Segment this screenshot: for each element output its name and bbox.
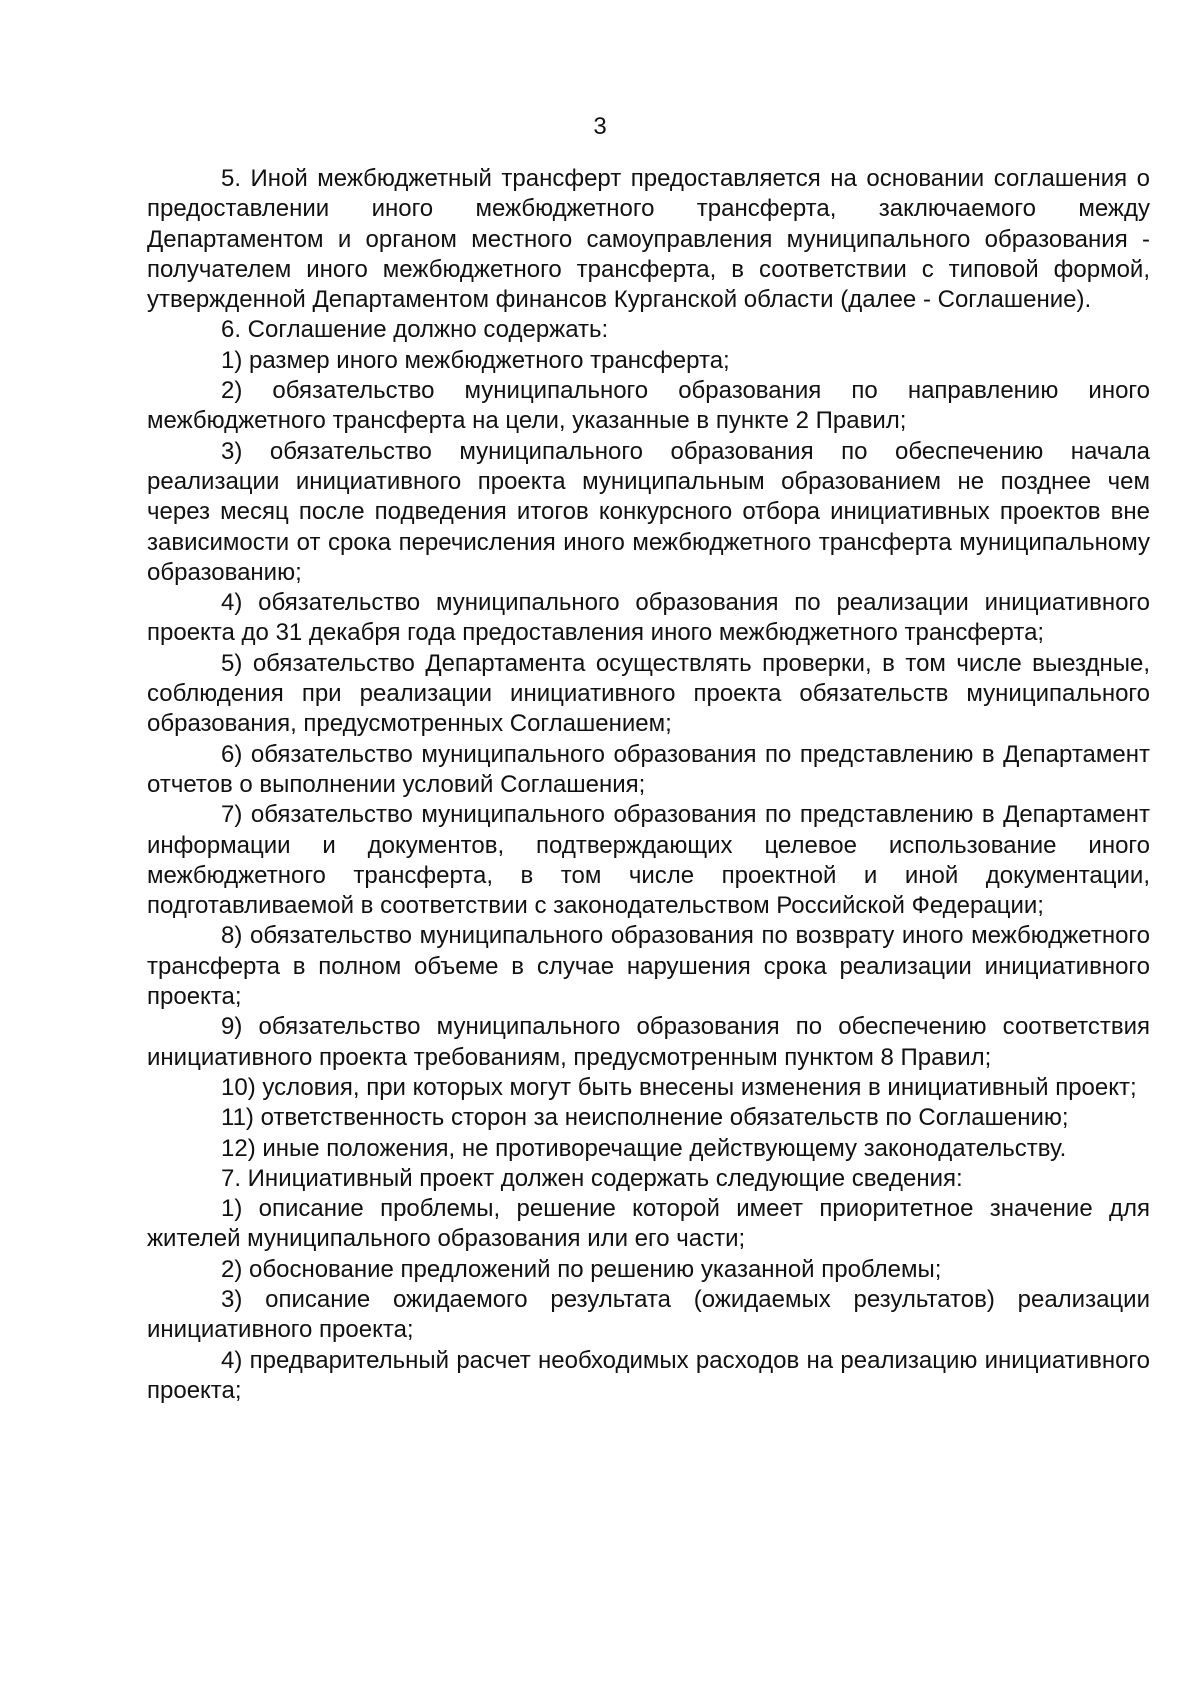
document-body (147, 164, 1150, 1406)
list-item-7-4: 4) предварительный расчет необходимых расходов на реализацию инициативного проекта; (147, 1346, 1150, 1404)
list-item-6-6: 6) обязательство муниципального образования по представлению в Департамент отчетов о выполнении условий Соглашения; (147, 740, 1150, 798)
list-item-6-8: 8) обязательство муниципального образования по возврату иного межбюджетного трансферта в полном объеме в случае нарушения срока реализации инициативного проекта; (147, 922, 1150, 1011)
list-item-7-3: 3) описание ожидаемого результата (ожидаемых результатов) реализации инициативного проекта; (147, 1285, 1150, 1344)
list-item-6-11: 11) ответственность сторон за неисполнение обязательств по Соглашению; (221, 1104, 1069, 1132)
list-item-6-5: 5) обязательство Департамента осуществлять проверки, в том числе выездные, соблюдения при реализации инициативного проекта обязательств муниципального образования, предусмотренных Соглашением; (147, 649, 1150, 738)
paragraph-7-project-contents: 7. Инициативный проект должен содержать следующие сведения: (221, 1164, 963, 1192)
list-item-7-2: 2) обоснование предложений по решению указанной проблемы; (221, 1255, 942, 1283)
paragraph-6-agreement-contents: 6. Соглашение должно содержать: (221, 316, 609, 344)
list-item-6-7: 7) обязательство муниципального образования по представлению в Департамент информации и документов, подтверждающих целевое использование иного межбюджетного трансферта, в том числе проектной и иной документации, подготавливаемой в соответствии с законодательством Российской Федерации; (147, 801, 1150, 920)
page-number: 3 (593, 113, 607, 140)
list-item-6-10: 10) условия, при которых могут быть внесены изменения в инициативный проект; (221, 1073, 1137, 1101)
list-item-6-2: 2) обязательство муниципального образования по направлению иного межбюджетного трансферта на цели, указанные в пункте 2 Правил; (147, 377, 1150, 435)
list-item-6-3: 3) обязательство муниципального образования по обеспечению начала реализации инициативного проекта муниципальным образованием не позднее чем через месяц после подведения итогов конкурсного отбора инициативных проектов вне зависимости от срока перечисления иного межбюджетного трансферта муниципальному образованию; (147, 437, 1150, 586)
list-item-6-1: 1) размер иного межбюджетного трансферта; (221, 346, 730, 374)
list-item-6-12: 12) иные положения, не противоречащие действующему законодательству. (221, 1134, 1067, 1162)
paragraph-5-intertransfer: 5. Иной межбюджетный трансферт предоставляется на основании соглашения о предоставлении иного межбюджетного трансферта, заключаемого между Департаментом и органом местного самоуправления муниципального образования - получателем иного межбюджетного трансферта, в соответствии с типовой формой, утвержденной Департаментом финансов Курганской области (далее - Соглашение). (147, 165, 1150, 314)
list-item-6-9: 9) обязательство муниципального образования по обеспечению соответствия инициативного проекта требованиям, предусмотренным пунктом 8 Правил; (147, 1013, 1150, 1071)
list-item-7-1: 1) описание проблемы, решение которой имеет приоритетное значение для жителей муниципального образования или его части; (147, 1195, 1150, 1253)
list-item-6-4: 4) обязательство муниципального образования по реализации инициативного проекта до 31 декабря года предоставления иного межбюджетного трансферта; (147, 589, 1150, 647)
